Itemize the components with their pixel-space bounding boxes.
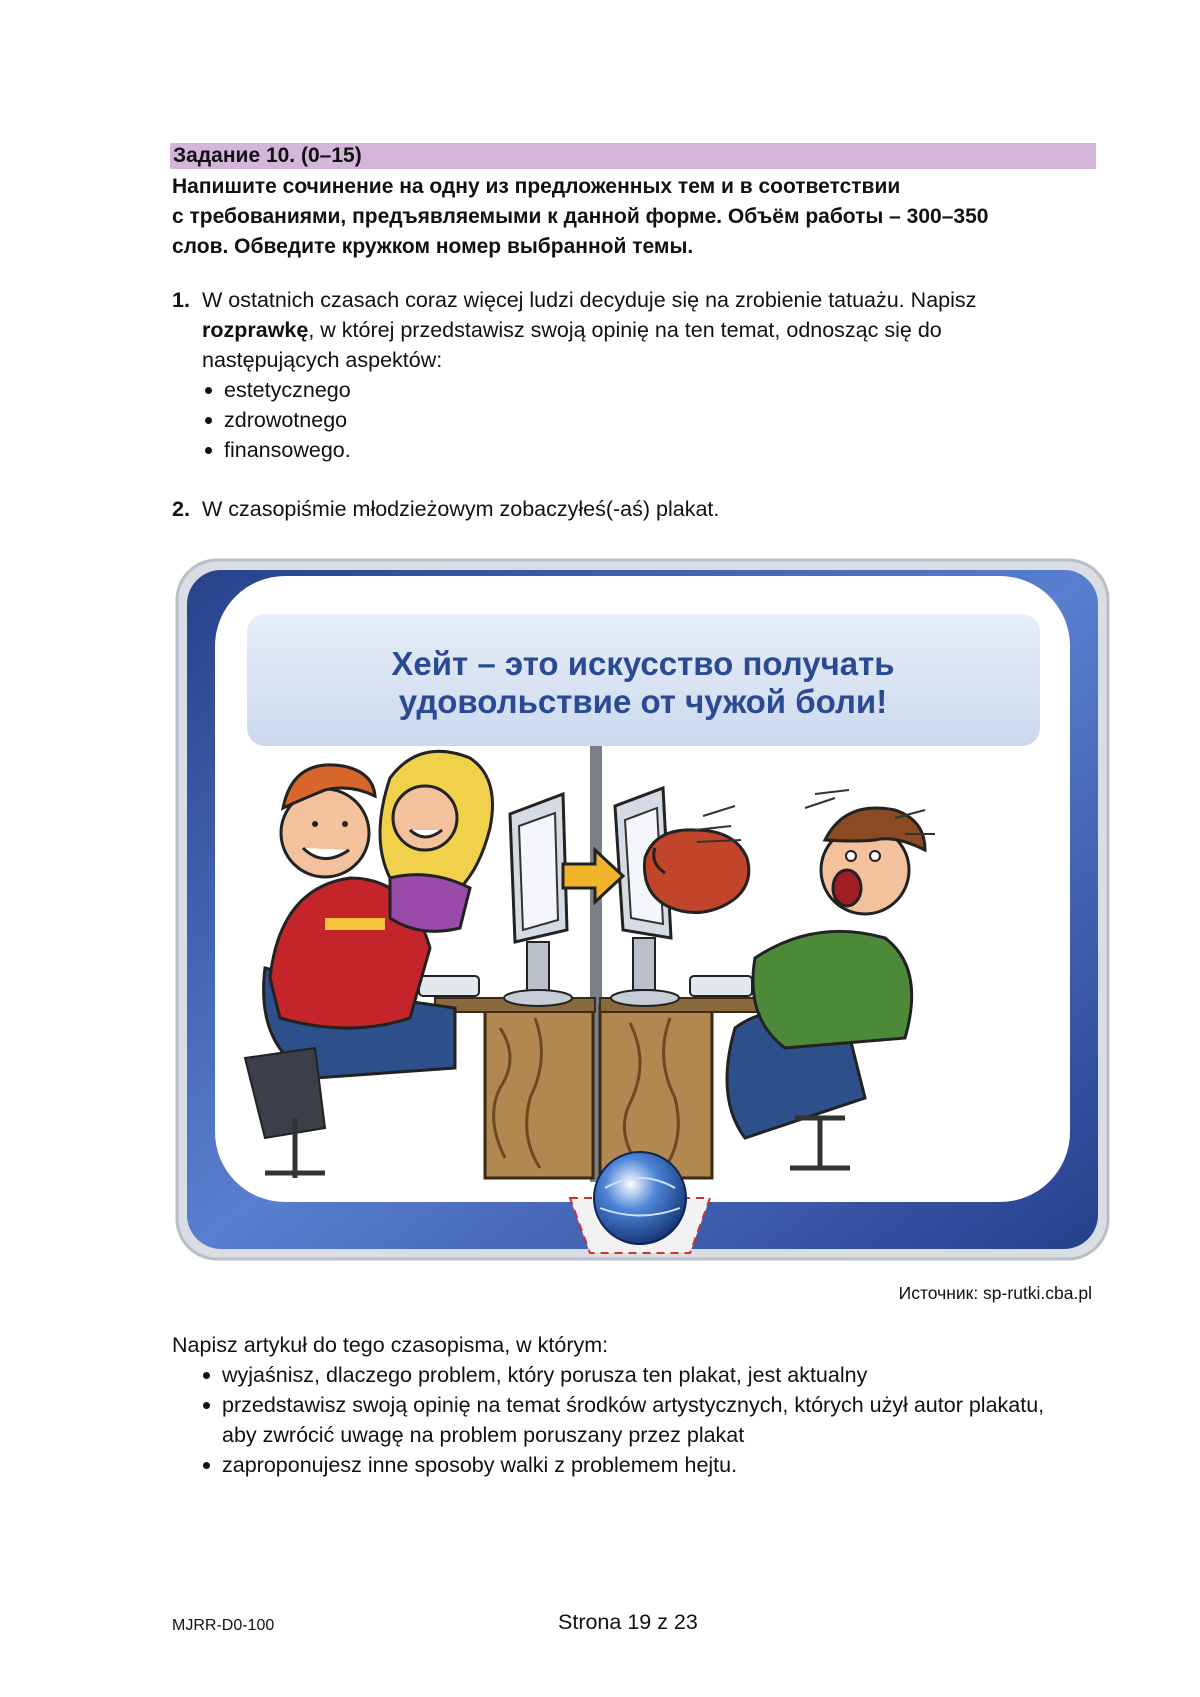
topic-1-form: rozprawkę: [202, 318, 309, 342]
list-item: zaproponujesz inne sposoby walki z problemem hejtu.: [200, 1450, 1044, 1480]
article-task: [172, 1330, 1044, 1480]
topic-1-line: następujących aspektów:: [202, 348, 443, 372]
instruction-line: с требованиями, предъявляемыми к данной форме. Объём работы – 300–350: [172, 205, 989, 228]
topic-2-number: 2.: [172, 497, 190, 521]
topic-1-line: W ostatnich czasach coraz więcej ludzi decyduje się na zrobienie tatuażu. Napisz: [202, 288, 977, 312]
list-item-continuation: [200, 1420, 1044, 1450]
article-requirements: [200, 1360, 1044, 1480]
task-header: Задание 10. (0–15): [170, 143, 1096, 169]
list-item: przedstawisz swoją opinię na temat środków artystycznych, których użył autor plakatu,: [200, 1390, 1044, 1420]
task-instruction: [172, 172, 1092, 262]
topic-1-line-rest: , w której przedstawisz swoją opinię na ten temat, odnosząc się do: [308, 318, 942, 342]
poster-caption-line: Хейт – это искусство получать: [391, 645, 895, 682]
document-code: MJRR-D0-100: [172, 1617, 275, 1634]
list-item: finansowego.: [202, 435, 1102, 465]
poster-caption-line: удовольствие от чужой боли!: [398, 683, 888, 720]
instruction-line: Напишите сочинение на одну из предложенных тем и в соответствии: [172, 175, 901, 198]
list-item: zdrowotnego: [202, 405, 1102, 435]
desk-right: [600, 1006, 712, 1178]
instruction-line: слов. Обведите кружком номер выбранной темы.: [172, 235, 694, 258]
image-source: Источник: sp-rutki.cba.pl: [898, 1283, 1092, 1303]
topic-1-line: [202, 315, 1102, 345]
topic-2-text: W czasopiśmie młodzieżowym zobaczyłeś(-aś) plakat.: [202, 497, 720, 521]
article-intro: Napisz artykuł do tego czasopisma, w którym:: [172, 1333, 609, 1357]
list-item: estetycznego: [202, 375, 1102, 405]
poster-image: [175, 558, 1110, 1261]
list-item-continuation-text: aby zwrócić uwagę na problem poruszany przez plakat: [222, 1423, 745, 1447]
topic-1-aspects: [202, 375, 1102, 465]
topic-1-number: 1.: [172, 288, 190, 312]
page-number: Strona 19 z 23: [558, 1610, 698, 1634]
list-item: wyjaśnisz, dlaczego problem, który porusza ten plakat, jest aktualny: [200, 1360, 1044, 1390]
